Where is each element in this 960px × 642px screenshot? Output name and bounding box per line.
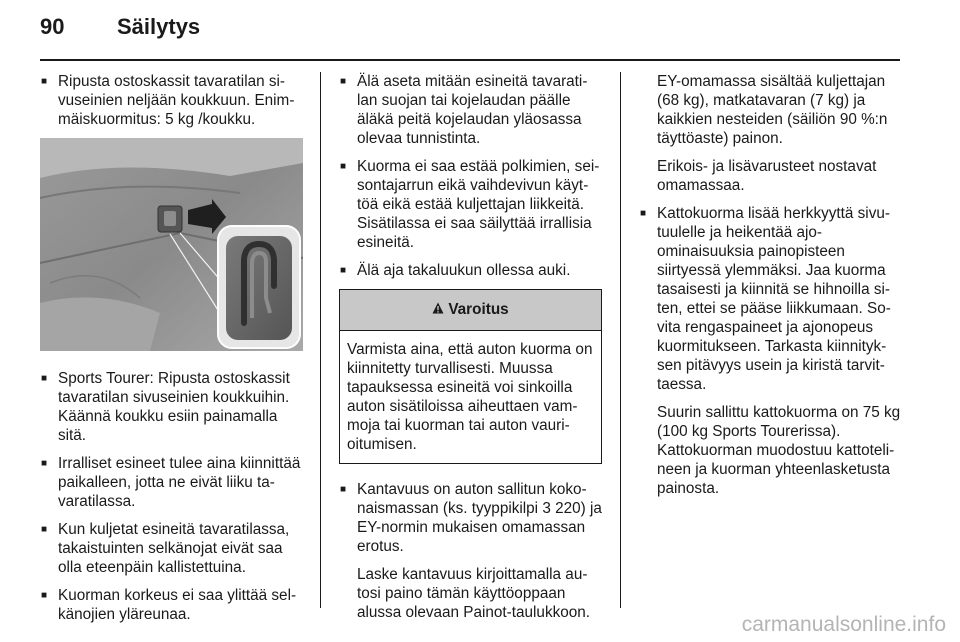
bullet-item-text: Kantavuus on auton sallitun kokonaismassan (ks. tyyppikilpi	[357, 481, 587, 517]
paragraph: Suurin sallittu kattokuorma on 75 kg (100 kg Sports Tourerissa). Kattokuorman muodostuu kattotelineen ja kuorman yhteenlasketusta painosta.	[657, 404, 901, 497]
bullet-item: ■ Kun kuljetat esineitä tavaratilassa, takaistuinten selkänojat eivät saa olla eteenpäin kallistettuina.	[40, 520, 303, 577]
page-number: 90	[40, 14, 65, 39]
cargo-hook-illustration	[40, 138, 303, 351]
column-left	[40, 72, 303, 633]
warning-text: Varmista aina, että auton kuorma on kiinnitetty turvallisesti. Muussa tapauksessa esineitä voi sinkoilla auton sisätiloissa aiheuttaen vammoja tai kuorman tai auton vaurioitumisen.	[347, 341, 593, 453]
bullet-item: ■ Sports Tourer: Ripusta ostoskassit tavaratilan sivuseinien koukkuihin. Käännä koukku esiin painamalla sitä.	[40, 369, 303, 445]
bullet-item: ■ Irralliset esineet tulee aina kiinnittää paikalleen, jotta ne eivät liiku tavaratilassa.	[40, 454, 303, 511]
page-reference-link[interactable]: 3 220	[542, 500, 581, 517]
section-title: Säilytys	[117, 14, 201, 39]
bullet-item: ■ Älä aseta mitään esineitä tavaratilan suojan tai kojelaudan päälle äläkä peitä kojelaudan yläosassa olevaa tunnistinta.	[339, 72, 602, 148]
warning-box	[339, 289, 602, 464]
bullet-item	[339, 480, 602, 556]
warning-triangle-icon	[432, 301, 444, 319]
warning-header	[340, 290, 601, 331]
bullet-item: ■ Kattokuorma lisää herkkyyttä sivutuulelle ja heikentää ajo-ominaisuuksia painopisteen siirtyessä ylemmäksi. Jaa kuorma tasaisesti ja kiinnitä se hihnoilla siten, ettei se pääse liikkumaan. Sovita rengaspaineet ja ajonopeus kuormitukseen. Tarkasta kiinnityksen pitävyys usein ja kiristä tarvittaessa.	[639, 204, 902, 394]
column-middle	[339, 72, 602, 631]
bullet-item: ■ Älä aja takaluukun ollessa auki.	[339, 261, 602, 280]
bullet-item-text: ) ja EY-normin mukaisen omamassan erotus.	[357, 500, 602, 555]
page-header	[0, 0, 960, 62]
column-right	[639, 72, 902, 507]
paragraph: EY-omamassa sisältää kuljettajan (68 kg), matkatavaran (7 kg) ja kaikkien nesteiden (säiliön 90 %:n täyttöaste) painon.	[657, 73, 888, 147]
warning-title: Varoitus	[448, 301, 509, 318]
bullet-item: ■ Kuorma ei saa estää polkimien, seisontajarrun eikä vaihdevivun käyttöä eikä estää kuljettajan liikkeitä. Sisätilassa ei saa säilyttää irrallisia esineitä.	[339, 157, 602, 252]
paragraph: Erikois- ja lisävarusteet nostavat omamassaa.	[657, 158, 877, 194]
header-divider	[40, 59, 900, 61]
column-divider	[320, 72, 321, 608]
paragraph: Laske kantavuus kirjoittamalla autosi paino tämän käyttöoppaan alussa olevaan Painot-taulukkoon.	[357, 566, 591, 621]
watermark: carmanualsonline.info	[741, 613, 946, 636]
column-divider	[620, 72, 621, 608]
bullet-item: ■ Kuorman korkeus ei saa ylittää selkänojien yläreunaa.	[40, 586, 303, 624]
bullet-item: ■ Ripusta ostoskassit tavaratilan sivuseinien neljään koukkuun. Enimmäiskuormitus: 5 kg /koukku.	[40, 72, 303, 129]
